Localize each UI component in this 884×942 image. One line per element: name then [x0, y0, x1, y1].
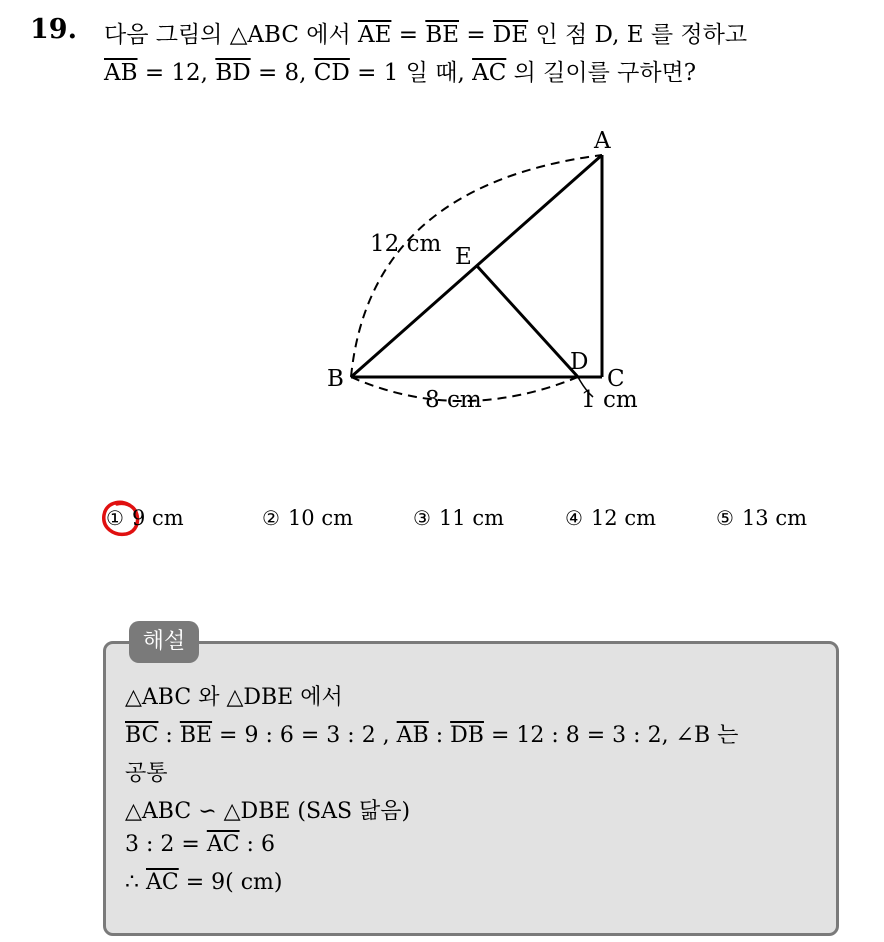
question-text: =: [391, 22, 426, 48]
question-text: =: [459, 22, 493, 48]
question-text: 의 길이를 구하면?: [506, 60, 697, 86]
segment-ab: $\overline{AB}$: [396, 723, 429, 748]
question-line-2: [104, 54, 696, 87]
solution-text: = 12 : 8 = 3 : 2, ∠B 는: [483, 723, 739, 748]
question-text: 다음 그림의 △ABC 에서: [104, 22, 358, 48]
question-text: 인 점 D, E 를 정하고: [528, 22, 748, 48]
point-c-label: C: [607, 366, 625, 392]
segment-db: $\overline{DB}$: [450, 723, 484, 748]
solution-text: ∴: [125, 870, 146, 895]
segment-de-line: [477, 266, 578, 377]
segment-bd: $\overline{BD}$: [215, 60, 251, 86]
choice-1[interactable]: [106, 506, 184, 530]
choice-number: ⑤: [716, 506, 734, 530]
choice-text: 11 cm: [438, 506, 505, 530]
segment-de: $\overline{DE}$: [492, 22, 529, 48]
solution-line-4: △ABC ∽ △DBE (SAS 닮음): [125, 799, 411, 824]
question-text: = 1 일 때,: [349, 60, 473, 86]
solution-text: :: [428, 723, 451, 748]
length-bd-label: 8 cm: [425, 387, 482, 413]
solution-tag: 해설: [129, 621, 199, 663]
point-e-label: E: [455, 244, 472, 270]
choice-number: ③: [413, 506, 431, 530]
segment-be: $\overline{BE}$: [425, 22, 460, 48]
choice-number: ①: [106, 506, 124, 530]
choice-text: 9 cm: [131, 506, 184, 530]
choice-text: 13 cm: [741, 506, 808, 530]
solution-line-6: [125, 870, 283, 895]
segment-bc: $\overline{BC}$: [125, 723, 159, 748]
segment-ab: $\overline{AB}$: [104, 60, 138, 86]
length-cd-label: 1 cm: [581, 387, 638, 413]
segment-ac: $\overline{AC}$: [146, 870, 179, 895]
choice-2[interactable]: [262, 506, 353, 530]
choice-number: ④: [565, 506, 583, 530]
choice-5[interactable]: [716, 506, 807, 530]
point-b-label: B: [327, 366, 344, 392]
segment-ac: $\overline{AC}$: [472, 60, 507, 86]
solution-text: :: [158, 723, 180, 748]
solution-text: = 9( cm): [178, 870, 283, 895]
solution-text: = 9 : 6 = 3 : 2 ,: [212, 723, 397, 748]
solution-line-5: [125, 832, 275, 857]
segment-ae: $\overline{AE}$: [358, 22, 392, 48]
question-text: = 8,: [250, 60, 314, 86]
solution-text: : 6: [239, 832, 275, 857]
question-text: = 12,: [137, 60, 216, 86]
point-a-label: A: [594, 128, 611, 154]
point-d-label: D: [570, 349, 589, 375]
solution-line-2: [125, 718, 738, 749]
solution-line-3: 공통: [125, 761, 168, 786]
choice-number: ②: [262, 506, 280, 530]
triangle-figure: [310, 125, 650, 425]
length-ab-label: 12 cm: [370, 231, 442, 257]
choice-3[interactable]: [413, 506, 504, 530]
segment-cd: $\overline{CD}$: [313, 60, 350, 86]
choice-4[interactable]: [565, 506, 656, 530]
choice-text: 10 cm: [287, 506, 354, 530]
solution-text: 3 : 2 =: [125, 832, 207, 857]
question-line-1: [104, 16, 747, 49]
solution-line-1: △ABC 와 △DBE 에서: [125, 685, 343, 710]
segment-ac: $\overline{AC}$: [206, 832, 240, 857]
choice-text: 12 cm: [590, 506, 657, 530]
question-number: 19.: [30, 14, 77, 45]
segment-ab-line: [351, 155, 602, 377]
segment-be: $\overline{BE}$: [179, 723, 213, 748]
